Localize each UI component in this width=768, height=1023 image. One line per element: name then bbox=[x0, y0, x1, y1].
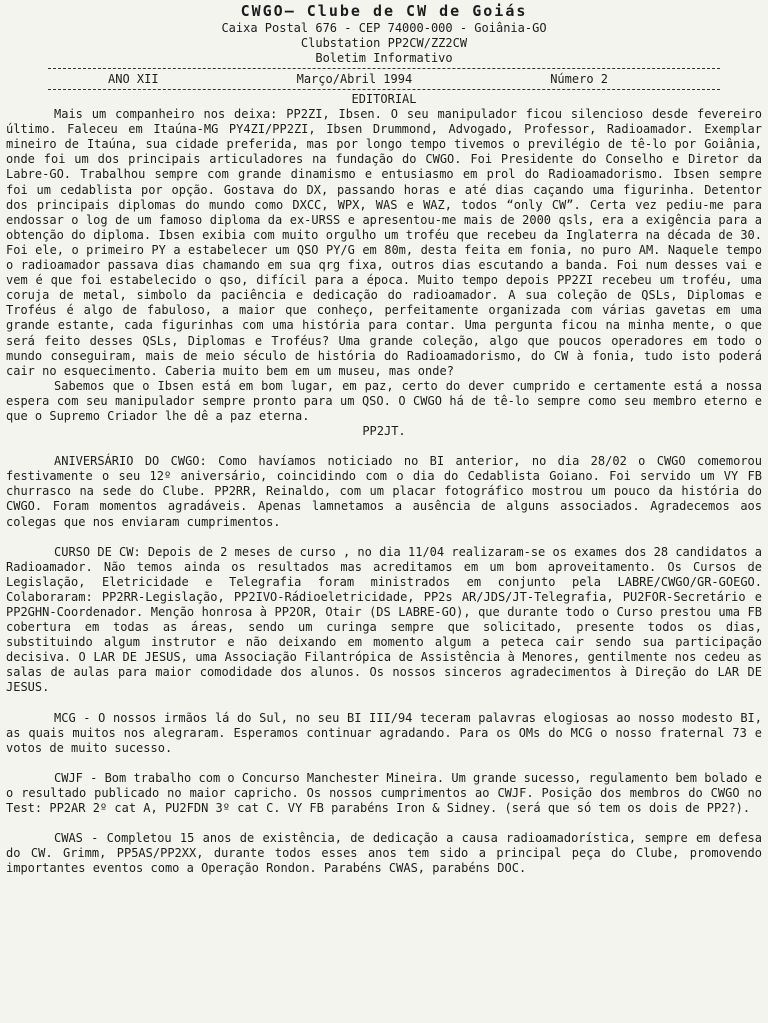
postal-address: Caixa Postal 676 - CEP 74000-000 - Goiânia-GO bbox=[221, 21, 547, 35]
issue-year: ANO XII bbox=[108, 72, 159, 86]
issue-date: Março/Abril 1994 bbox=[296, 72, 413, 86]
editorial-signature: PP2JT. bbox=[362, 424, 406, 439]
section-mcg: MCG - O nossos irmãos lá do Sul, no seu BI III/94 teceram palavras elogiosas ao nosso modesto BI, as quais muitos nos alegraram. Esperamos continuar agradando. Para os OMs do MCG o nosso fraternal 73 e votos de muito sucesso. bbox=[6, 710, 762, 755]
club-title: CWGO— Clube de CW de Goiás bbox=[240, 2, 528, 20]
issue-line bbox=[0, 71, 768, 87]
editorial-heading: EDITORIAL bbox=[351, 92, 417, 106]
club-station: Clubstation PP2CW/ZZ2CW bbox=[300, 36, 468, 50]
bulletin-name: Boletim Informativo bbox=[315, 51, 453, 65]
section-cw-course: CURSO DE CW: Depois de 2 meses de curso , no dia 11/04 realizaram-se os exames dos 28 candidatos a Radioamador. Não temos ainda os resultados mas acreditamos em um bom aproveitamento. Os Cursos de Legislação, Eletricidade e Telegrafia foram ministrados em conjunto pela LABRE/CWGO/GR-GOEGO. Colaboraram: PP2RR-Legislação, PP2IVO-Rádioeletricidade, PP2s AR/JDS/JT-Telegrafia, PU2FOR-Secretário e PP2GHN-Coordenador. Menção honrosa à PP2OR, Otair (DS LABRE-GO), que durante todo o Curso prestou uma FB cobertura em todas as áreas, sendo um curinga sempre que solicitado, presente todos os dias, substituindo algum instrutor e não deixando em momento algum a peteca cair sendo sua participação decisiva. O LAR DE JESUS, uma Associação Filantrópica de Assistência à Menores, gentilmente nos cedeu as salas de aulas para maior comodidade dos alunos. Os nossos sinceros agradecimentos à Direção do LAR DE JESUS. bbox=[6, 544, 763, 695]
divider bbox=[48, 89, 720, 90]
section-anniversary: ANIVERSÁRIO DO CWGO: Como havíamos noticiado no BI anterior, no dia 28/02 o CWGO comemorou festivamente o seu 12º aniversário, coincidindo com o dia do Cedablista Goiano. Foi servido um VY FB churrasco na sede do Clube. PP2RR, Reinaldo, com um placar fotográfico mostrou um pouco da história do CWGO. Foram momentos agradáveis. Apenas lamnetamos a ausência de alguns associados. Agradecemos aos colegas que nos enviaram cumprimentos. bbox=[6, 454, 762, 529]
editorial-paragraph: Mais um companheiro nos deixa: PP2ZI, Ibsen. O seu manipulador ficou silencioso desde fevereiro último. Faleceu em Itaúna-MG PY4ZI/PP2ZI, Ibsen Drummond, Advogado, Professor, Radioamador. Exemplar mineiro de Itaúna, sua cidade preferida, mas por longo tempo tivemos o previlégio de tê-lo por Goiânia, onde foi um dos principais articuladores na fundação do CWGO. Foi Presidente do Conselho e Diretor da Labre-GO. Trabalhou sempre com grande dinamismo e entusiasmo em prol do Radioamadorismo. Ibsen sempre foi um cedablista por opção. Gostava do DX, passando horas e até dias caçando uma figurinha. Detentor dos principais diplomas do mundo como DXCC, WPX, WAS e WAZ, todos “only CW”. Certa vez pediu-me para endossar o log de um famoso diploma da ex-URSS e apresentou-me mais de 2000 qsls, era a exigência para a obtenção do diploma. Ibsen exibia com muito orgulho um troféu que recebeu da Inglaterra na década de 30. Foi ele, o primeiro PY a estabelecer um QSO PY/G em 80m, desta feita em fonia, no puro AM. Naquele tempo o radioamador passava dias chamando em sua qrg fixa, outros dias escutando a banda. Foi num desses vai e vem é que foi estabelecido o qso, difícil para a época. Muito tempo depois PP2ZI recebeu um troféu, uma coruja de metal, simbolo da paciência e dedicação do radioamador. A sua coleção de QSLs, Diplomas e Troféus é algo de fabuloso, a maior que conheço, perfeitamente organizada com várias gavetas em uma grande estante, cada figurinhas com uma história para contar. Uma pergunta ficou na minha mente, o que será feito desses QSLs, Diplomas e Troféus? Uma grande coleção, algo que poucos operadores em todo o mundo conseguiram, mais de meio século de história do Radioamadorismo, do CW à fonia, tudo isto poderá cair no esquecimento. Caberia muito bem em um museu, mas onde? bbox=[6, 107, 762, 378]
section-cwjf: CWJF - Bom trabalho com o Concurso Manchester Mineira. Um grande sucesso, regulamento bem bolado e o resultado publicado no maior capricho. Os nossos cumprimentos ao CWJF. Posição dos membros do CWGO no Test: PP2AR 2º cat A, PU2FDN 3º cat C. VY FB parabéns Iron & Sidney. (será que só tem os dois de PP2?). bbox=[6, 770, 763, 816]
bulletin-body bbox=[0, 92, 768, 876]
section-cwas: CWAS - Completou 15 anos de existência, de dedicação a causa radioamadorística, sempre em defesa do CW. Grimm, PP5AS/PP2XX, durante todos esses anos tem sido a principal peça do Clube, promovendo importantes eventos como a Operação Rondon. Parabéns CWAS, parabéns DOC. bbox=[6, 831, 762, 876]
editorial-paragraph: Sabemos que o Ibsen está em bom lugar, em paz, certo do dever cumprido e certamente está a nossa espera com seu manipulador sempre pronto para um QSO. O CWGO há de tê-lo sempre como seu membro eterno e que o Supremo Criador lhe dê a paz eterna. bbox=[6, 378, 762, 423]
issue-number: Número 2 bbox=[550, 72, 608, 86]
divider bbox=[48, 68, 720, 69]
masthead bbox=[0, 0, 768, 66]
